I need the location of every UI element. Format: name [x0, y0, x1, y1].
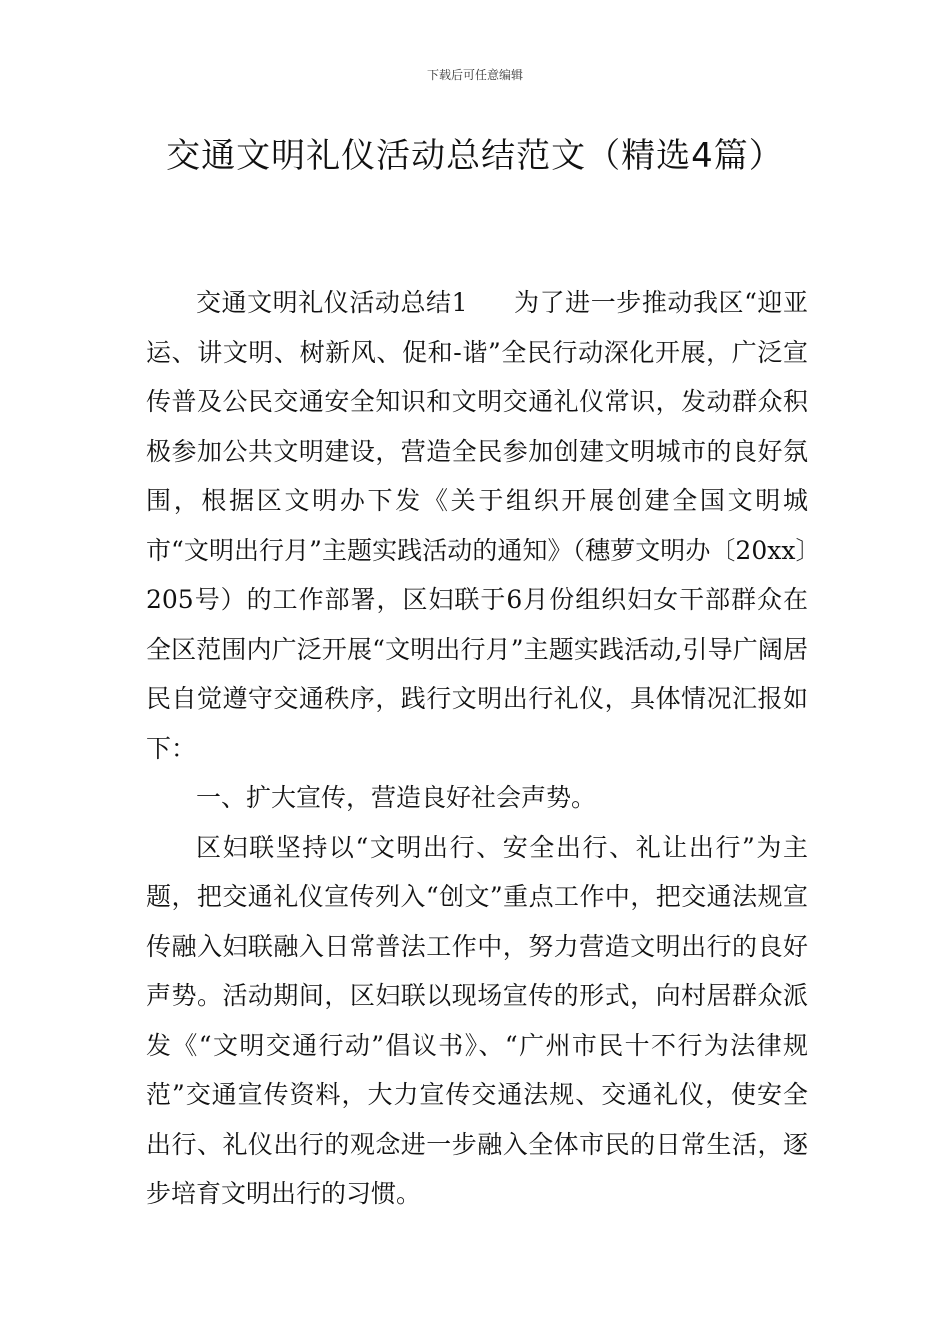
document-title: 交通文明礼仪活动总结范文（精选4篇）	[166, 136, 784, 176]
paragraph-subheading: 一、扩大宣传，营造良好社会声势。	[196, 783, 597, 812]
paragraph-text: 区妇联坚持以“文明出行、安全出行、礼让出行”为主题，把交通礼仪宣传列入“创文”重点工作中，把交通法规宣传融入妇联融入日常普法工作中，努力营造文明出行的良好声势。活动期间，区妇联以现场宣传的形式，向村居群众派发《“文明交通行动”倡议书》、“广州市民十不行为法律规范”交通宣传资料，大力宣传交通法规、交通礼仪，使安全出行、礼仪出行的观念进一步融入全体市民的日常生活，逐步培育文明出行的习惯。	[146, 832, 808, 1208]
document-body	[146, 278, 808, 1219]
paragraph-text: 为了进一步推动我区“迎亚运、讲文明、树新风、促和-谐”全民行动深化开展，广泛宣传普及公民交通安全知识和文明交通礼仪常识，发动群众积极参加公共文明建设，营造全民参加创建文明城市的良好氛围，根据区文明办下发《关于组织开展创建全国文明城市“文明出行月”主题实践活动的通知》（穗萝文明办〔20xx〕205号）的工作部署，区妇联于6月份组织妇女干部群众在全区范围内广泛开展“文明出行月”主题实践活动,引导广阔居民自觉遵守交通秩序，践行文明出行礼仪，具体情况汇报如下：	[146, 288, 808, 763]
page-header-note: 下载后可任意编辑	[426, 68, 523, 82]
paragraph-intro	[146, 278, 808, 773]
section-heading: 交通文明礼仪活动总结1	[196, 288, 468, 317]
